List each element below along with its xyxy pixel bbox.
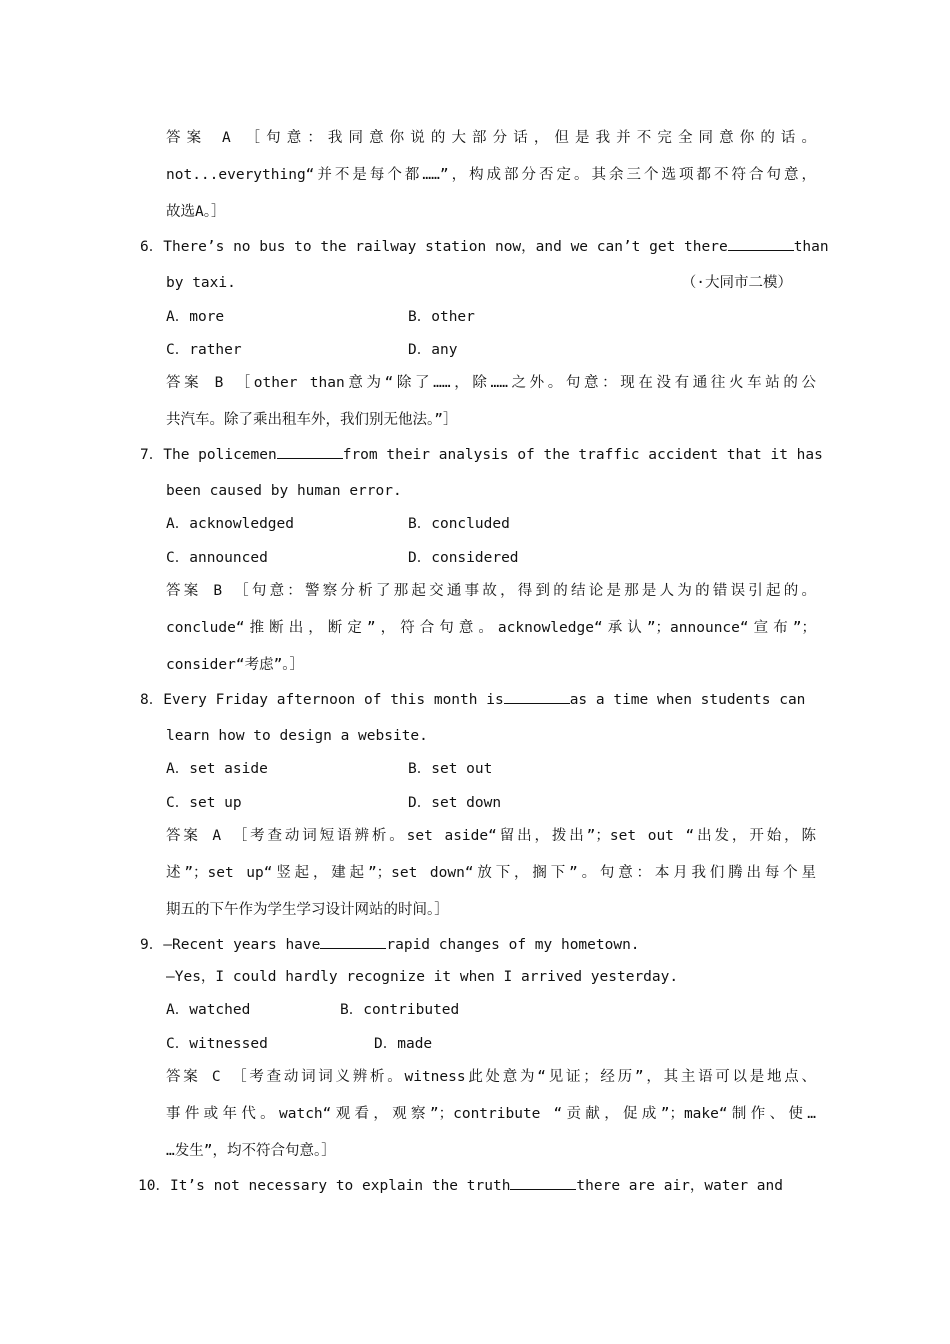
- question-10-text-after: there are air，water and: [576, 1178, 783, 1194]
- blank: [320, 934, 386, 949]
- answer-6-line-2: 共汽车。除了乘出租车外，我们别无他法。”］: [166, 412, 458, 428]
- option-a-text: A．more: [166, 309, 225, 325]
- blank: [504, 689, 570, 704]
- option-c: C．set up: [166, 795, 242, 811]
- question-10-stem: [138, 1175, 816, 1196]
- option-b: B．other: [408, 309, 475, 325]
- answer-7-line-2: conclude“推断出，断定”，符合句意。acknowledge“承认”；announce“宣布”；: [166, 620, 816, 636]
- answer-8-line-3: 期五的下午作为学生学习设计网站的时间。］: [166, 902, 449, 918]
- question-6-stem: [140, 236, 829, 257]
- option-a: A．watched: [166, 1002, 251, 1018]
- question-7-text: 7．The policemen: [140, 447, 277, 463]
- option-a: A．set aside: [166, 761, 268, 777]
- option-b: B．contributed: [340, 1002, 460, 1018]
- answer-7-line-1: 答案 B ［句意：警察分析了那起交通事故，得到的结论是那是人为的错误引起的。: [166, 583, 816, 599]
- blank: [510, 1175, 576, 1190]
- question-9-stem-2: —Yes，I could hardly recognize it when I arrived yesterday.: [166, 969, 679, 985]
- option-d: D．made: [374, 1036, 433, 1052]
- option-c: C．rather: [166, 342, 242, 358]
- question-7-stem-2: been caused by human error.: [166, 483, 402, 499]
- answer-7-line-3: consider“考虑”。］: [166, 657, 305, 673]
- answer-9-line-1: 答案 C ［考查动词词义辨析。witness此处意为“见证；经历”，其主语可以是地点、: [166, 1069, 816, 1085]
- option-c: C．witnessed: [166, 1036, 268, 1052]
- option-d: D．set down: [408, 795, 502, 811]
- answer-8-line-2: 述”；set up“竖起，建起”；set down“放下，搁下”。句意：本月我们腾出每个星: [166, 865, 816, 881]
- option-b: B．concluded: [408, 516, 510, 532]
- question-6-text-after: than: [793, 239, 829, 255]
- question-7-stem: [140, 444, 823, 465]
- question-6-text: 6．There’s no bus to the railway station now，and we can’t get there: [140, 239, 728, 255]
- answer-9-line-2: 事件或年代。watch“观看，观察”；contribute “贡献，促成”；make“制作、使…: [166, 1106, 816, 1122]
- question-8-stem-2: learn how to design a website.: [166, 728, 428, 744]
- answer-8-line-1: 答案 A ［考查动词短语辨析。set aside“留出，拨出”；set out “出发，开始，陈: [166, 828, 816, 844]
- option-b: B．set out: [408, 761, 493, 777]
- option-d: D．any: [408, 342, 458, 358]
- question-6-stem-2: [166, 273, 816, 293]
- option-c: C．announced: [166, 550, 268, 566]
- source-label: （·大同市二模）: [681, 275, 792, 291]
- answer-5-line-1: 答案 A ［句意：我同意你说的大部分话，但是我并不完全同意你的话。: [166, 130, 816, 146]
- question-7-text-after: from their analysis of the traffic accident that it has: [342, 447, 823, 463]
- question-10-text: 10．It’s not necessary to explain the truth: [138, 1178, 511, 1194]
- question-8-stem: [140, 689, 816, 710]
- blank: [728, 236, 794, 251]
- question-8-text-after: as a time when students can: [569, 692, 806, 708]
- answer-5-line-2: not...everything“并不是每个都……”，构成部分否定。其余三个选项都不符合句意，: [166, 167, 816, 183]
- blank: [277, 444, 343, 459]
- answer-5-line-3: 故选A。］: [166, 204, 226, 220]
- question-9-text-after: rapid changes of my hometown.: [386, 937, 640, 953]
- question-6-text-2: by taxi.: [166, 275, 236, 291]
- question-8-text: 8．Every Friday afternoon of this month is: [140, 692, 504, 708]
- answer-9-line-3: …发生”，均不符合句意。］: [166, 1143, 336, 1159]
- question-9-stem: [140, 934, 816, 955]
- option-d: D．considered: [408, 550, 519, 566]
- question-9-text: 9．—Recent years have: [140, 937, 321, 953]
- answer-6-line-1: 答案 B ［other than意为“除了……，除……之外。句意：现在没有通往火车站的公: [166, 375, 816, 391]
- option-a: A．acknowledged: [166, 516, 294, 532]
